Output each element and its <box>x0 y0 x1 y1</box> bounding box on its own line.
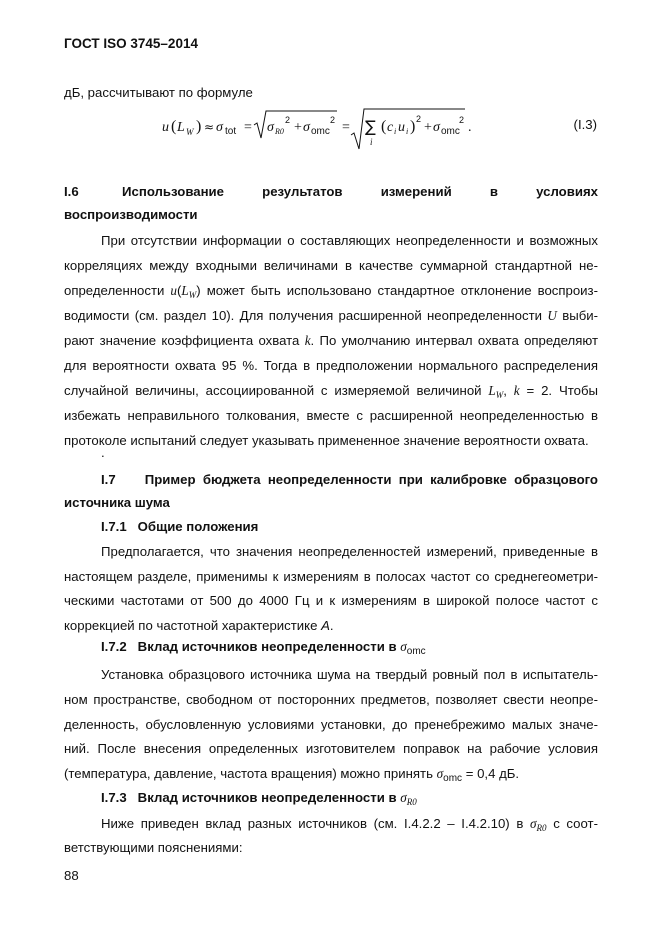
paragraph-line <box>64 382 598 401</box>
paragraph-line: ческими частотами от 500 до 4000 Гц и к измерениям в широкой полосе частот с <box>64 593 598 608</box>
text-run: = 2. Чтобы <box>526 383 599 398</box>
text-run: может быть использовано стандартное отклонение воспроиз- <box>206 283 598 298</box>
formula-lparen: ( <box>381 118 387 135</box>
paragraph-line: ний. После внесения определенных изготовителем поправок на рабочие условия <box>64 741 598 756</box>
formula-number: (I.3) <box>573 117 597 132</box>
formula-sum: ∑ <box>365 117 376 136</box>
heading-word: Использование <box>122 184 224 199</box>
paragraph-line <box>64 332 598 350</box>
formula-sq: 2 <box>459 115 465 125</box>
math-sigma-R0: $\sigma_{R0}$ <box>400 790 417 807</box>
formula-sigma: σ <box>216 120 223 135</box>
section-i6-heading-cont: воспроизводимости <box>64 207 198 222</box>
section-i7-heading-cont: источника шума <box>64 495 170 510</box>
text-run: с соот- <box>553 816 598 831</box>
text-run: . По умолчанию интервал охвата определяют <box>310 333 598 348</box>
text-run: выби- <box>562 308 598 323</box>
heading-word: в <box>489 184 498 199</box>
paragraph-line <box>64 765 598 785</box>
text-run: . <box>329 618 334 633</box>
paragraph-line: настоящем разделе, применимы к измерениям в полосах частот со среднегеометри- <box>64 569 598 584</box>
section-i7-heading <box>101 471 598 489</box>
formula-sq: 2 <box>330 115 336 125</box>
formula-W-sub: W <box>186 127 194 137</box>
text-run: определенности <box>64 283 165 298</box>
section-number: I.6 <box>64 184 79 199</box>
paragraph-line: Предполагается, что значения неопределенностей измерений, приведенные в <box>101 544 598 559</box>
heading-word: результатов <box>262 184 343 199</box>
heading-text: Вклад источников неопределенности в <box>137 639 397 654</box>
formula-u: u <box>162 120 169 135</box>
paragraph-line: ветствующими пояснениями: <box>64 840 243 855</box>
math-sigma-omc: $\sigma_{omc}$ <box>400 639 426 657</box>
formula-eq2: = <box>342 120 350 135</box>
formula-plus: + <box>294 120 302 135</box>
formula-period: . <box>468 120 472 135</box>
formula-L: L <box>177 120 185 135</box>
italic-A: A <box>321 618 330 633</box>
text-run: водимости (см. раздел 10). Для получения расширенной неопределенности <box>64 308 543 323</box>
formula-i3 <box>160 105 480 151</box>
heading-word: условиях <box>536 184 598 199</box>
formula-omc-sub: omc <box>311 126 330 137</box>
formula-plus: + <box>424 120 432 135</box>
text-run: (температура, давление, частота вращения) можно принять <box>64 766 433 781</box>
formula-ci-sub: i <box>394 127 397 136</box>
subsection-i73-heading <box>101 789 598 808</box>
formula-sigma: σ <box>267 120 274 135</box>
text-run: рают значение коэффициента охвата <box>64 333 300 348</box>
formula-R0-sub: R0 <box>275 127 284 136</box>
page-number: 88 <box>64 868 79 883</box>
formula-rparen: ) <box>410 118 416 135</box>
formula-sum-index: i <box>370 137 373 147</box>
paragraph-line: корреляциях между входными величинами в качестве суммарной стандартной не- <box>64 258 598 273</box>
subsection-i72-heading <box>101 638 598 658</box>
formula-c: c <box>387 120 394 135</box>
math-LW: $L_W$, <box>488 383 507 400</box>
paragraph-line: При отсутствии информации о составляющих неопределенности и возможных <box>101 233 598 248</box>
heading-text: Пример бюджета неопределенности при калибровке образцового <box>144 472 598 487</box>
math-k: k <box>513 383 520 398</box>
formula-approx: ≈ <box>204 120 215 134</box>
section-number: I.7 <box>101 472 116 487</box>
paragraph-line: избежать неправильного толкования, вместе с расширенной неопределенностью в <box>64 408 598 423</box>
section-number: I.7.2 <box>101 639 127 654</box>
math-u-LW: $u(L_W)$ <box>170 283 201 300</box>
math-U: U <box>547 308 557 323</box>
paragraph-line <box>64 307 598 325</box>
math-k: k <box>304 333 311 348</box>
intro-text: дБ, рассчитывают по формуле <box>64 85 253 100</box>
stray-period: . <box>101 445 105 460</box>
paragraph-line <box>101 815 598 834</box>
formula-sq: 2 <box>285 115 291 125</box>
paragraph-line: протоколе испытаний следует указывать примененное значение вероятности охвата. <box>64 433 589 448</box>
paragraph-line: для вероятности охвата 95 %. Тогда в предположении нормального распределения <box>64 358 598 373</box>
formula-tot-sub: tot <box>225 126 237 137</box>
formula-lparen: ( <box>171 118 177 135</box>
text-run: Ниже приведен вклад разных источников (см. I.4.2.2 – I.4.2.10) в <box>101 816 524 831</box>
heading-word: измерений <box>380 184 452 199</box>
section-i6-heading <box>64 183 598 201</box>
formula-ui: u <box>398 120 405 135</box>
paragraph-line: ном пространстве, свободном от посторонних предметов, позволяет свести неопре- <box>64 692 598 707</box>
math-sigma-omc: $\sigma_{omc}$ <box>436 766 463 784</box>
paragraph-line <box>64 617 598 635</box>
formula-ui-sub: i <box>406 127 409 136</box>
heading-text: Вклад источников неопределенности в <box>137 790 397 805</box>
heading-text: Общие положения <box>137 519 259 534</box>
text-run: = 0,4 дБ. <box>465 766 520 781</box>
subsection-i71-heading <box>101 518 598 536</box>
text-run: коррекцией по частотной характеристике <box>64 618 318 633</box>
section-number: I.7.3 <box>101 790 127 805</box>
formula-rparen: ) <box>196 118 202 135</box>
formula-sigma: σ <box>433 120 440 135</box>
formula-eq1: = <box>244 120 252 135</box>
paragraph-line: деленность, обусловленную условиями установки, до пренебрежимо малых значе- <box>64 717 598 732</box>
paragraph-line <box>64 282 598 301</box>
text-run: случайной величины, ассоциированной с измеряемой величиной <box>64 383 482 398</box>
document-header: ГОСТ ISO 3745–2014 <box>64 36 198 51</box>
formula-sigma: σ <box>303 120 310 135</box>
paragraph-line: Установка образцового источника шума на твердый ровный пол в испытатель- <box>101 667 598 682</box>
formula-omc-sub: omc <box>441 126 460 137</box>
section-number: I.7.1 <box>101 519 127 534</box>
formula-sq: 2 <box>416 114 422 124</box>
math-sigma-R0: $\sigma_{R0}$ <box>530 816 547 833</box>
